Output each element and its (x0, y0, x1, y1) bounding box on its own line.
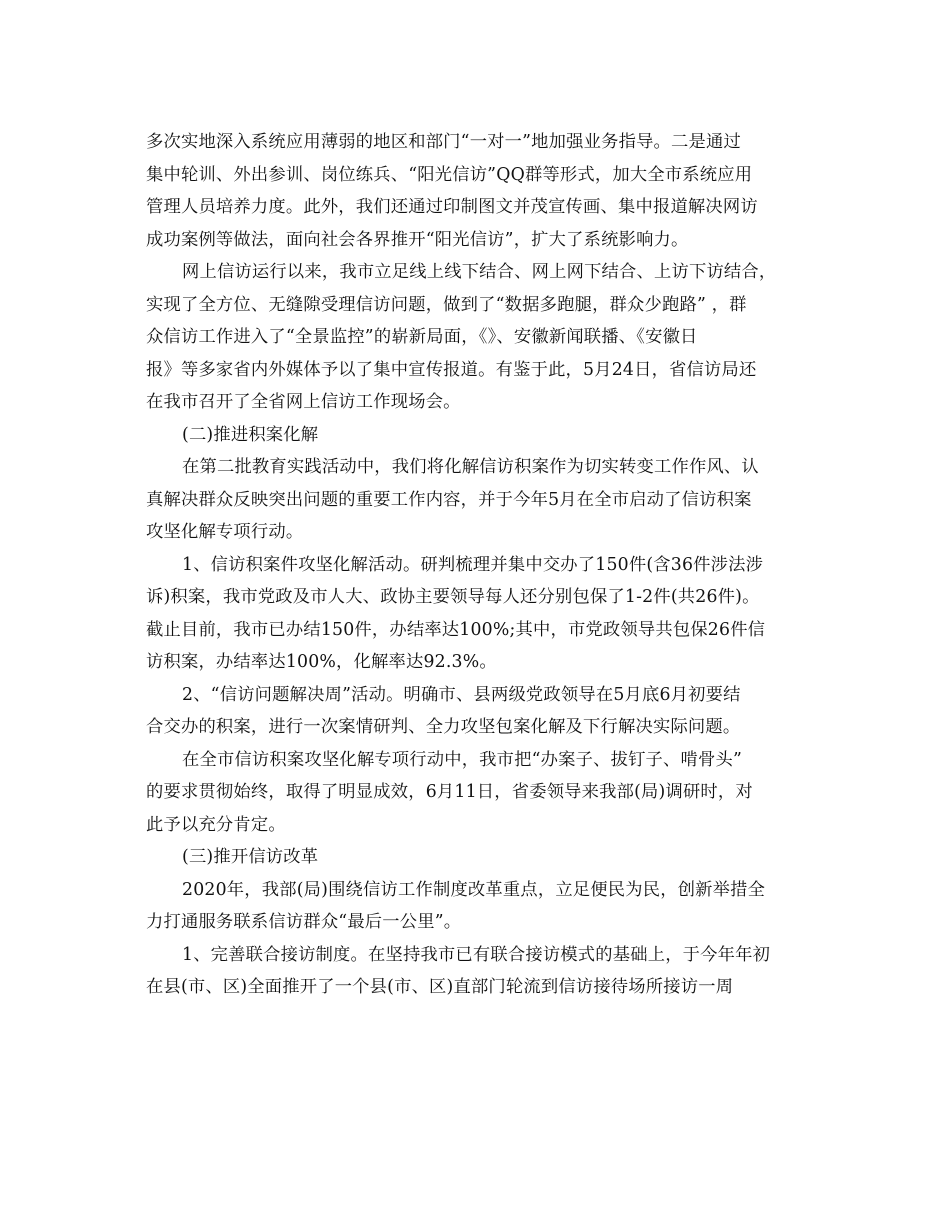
paragraph-line: 网上信访运行以来，我市立足线上线下结合、网上网下结合、上访下访结合， (182, 262, 777, 282)
paragraph-line: 在我市召开了全省网上信访工作现场会。 (146, 392, 461, 412)
paragraph-line: 2、“信访问题解决周”活动。明确市、县两级党政领导在5月底6月初要结 (182, 684, 741, 705)
paragraph-line: 报》等多家省内外媒体予以了集中宣传报道。有鉴于此，5月24日，省信访局还 (146, 359, 757, 380)
paragraph-line: 的要求贯彻始终，取得了明显成效，6月11日，省委领导来我部(局)调研时，对 (146, 782, 753, 802)
paragraph-line: 在第二批教育实践活动中，我们将化解信访积案作为切实转变工作作风、认 (182, 457, 759, 477)
paragraph-line: 实现了全方位、无缝隙受理信访问题，做到了“数据多跑腿，群众少跑路” ，群 (146, 294, 747, 315)
paragraph-line: 集中轮训、外出参训、岗位练兵、“阳光信访”QQ群等形式，加大全市系统应用 (146, 164, 753, 185)
document-body (146, 126, 810, 1004)
paragraph-line: 力打通服务联系信访群众“最后一公里”。 (146, 912, 462, 932)
paragraph-line: 此予以充分肯定。 (146, 814, 286, 835)
paragraph-line: 众信访工作进入了“全景监控”的崭新局面，《》、安徽新闻联播、《安徽日 (146, 327, 698, 347)
paragraph-line: 真解决群众反映突出问题的重要工作内容，并于今年5月在全市启动了信访积案 (146, 489, 752, 510)
paragraph-line: 1、完善联合接访制度。在坚持我市已有联合接访模式的基础上，于今年年初 (182, 944, 771, 965)
paragraph-line: 1、信访积案件攻坚化解活动。研判梳理并集中交办了150件(含36件涉法涉 (182, 554, 764, 575)
paragraph-line: (三)推开信访改革 (182, 847, 319, 867)
paragraph-line: 成功案例等做法，面向社会各界推开“阳光信访”，扩大了系统影响力。 (146, 229, 689, 250)
paragraph-line: (二)推进积案化解 (182, 424, 319, 445)
paragraph-line: 在全市信访积案攻坚化解专项行动中，我市把“办案子、拔钉子、啃骨头” (182, 749, 742, 770)
paragraph-line: 在县(市、区)全面推开了一个县(市、区)直部门轮流到信访接待场所接访一周 (146, 977, 734, 997)
paragraph-line: 访积案，办结率达100%，化解率达92.3%。 (146, 652, 497, 672)
paragraph-line: 管理人员培养力度。此外，我们还通过印制图文并茂宣传画、集中报道解决网访 (146, 197, 758, 217)
paragraph-line: 多次实地深入系统应用薄弱的地区和部门“一对一”地加强业务指导。二是通过 (146, 132, 741, 152)
paragraph-line: 合交办的积案，进行一次案情研判、全力攻坚包案化解及下行解决实际问题。 (146, 717, 741, 737)
paragraph-line: 攻坚化解专项行动。 (146, 522, 304, 542)
paragraph-line: 诉)积案，我市党政及市人大、政协主要领导每人还分别包保了1-2件(共26件)。 (146, 587, 760, 607)
paragraph-line: 2020年，我部(局)围绕信访工作制度改革重点，立足便民为民，创新举措全 (182, 879, 766, 900)
paragraph-line: 截止目前，我市已办结150件，办结率达100%;其中，市党政领导共包保26件信 (146, 619, 766, 640)
